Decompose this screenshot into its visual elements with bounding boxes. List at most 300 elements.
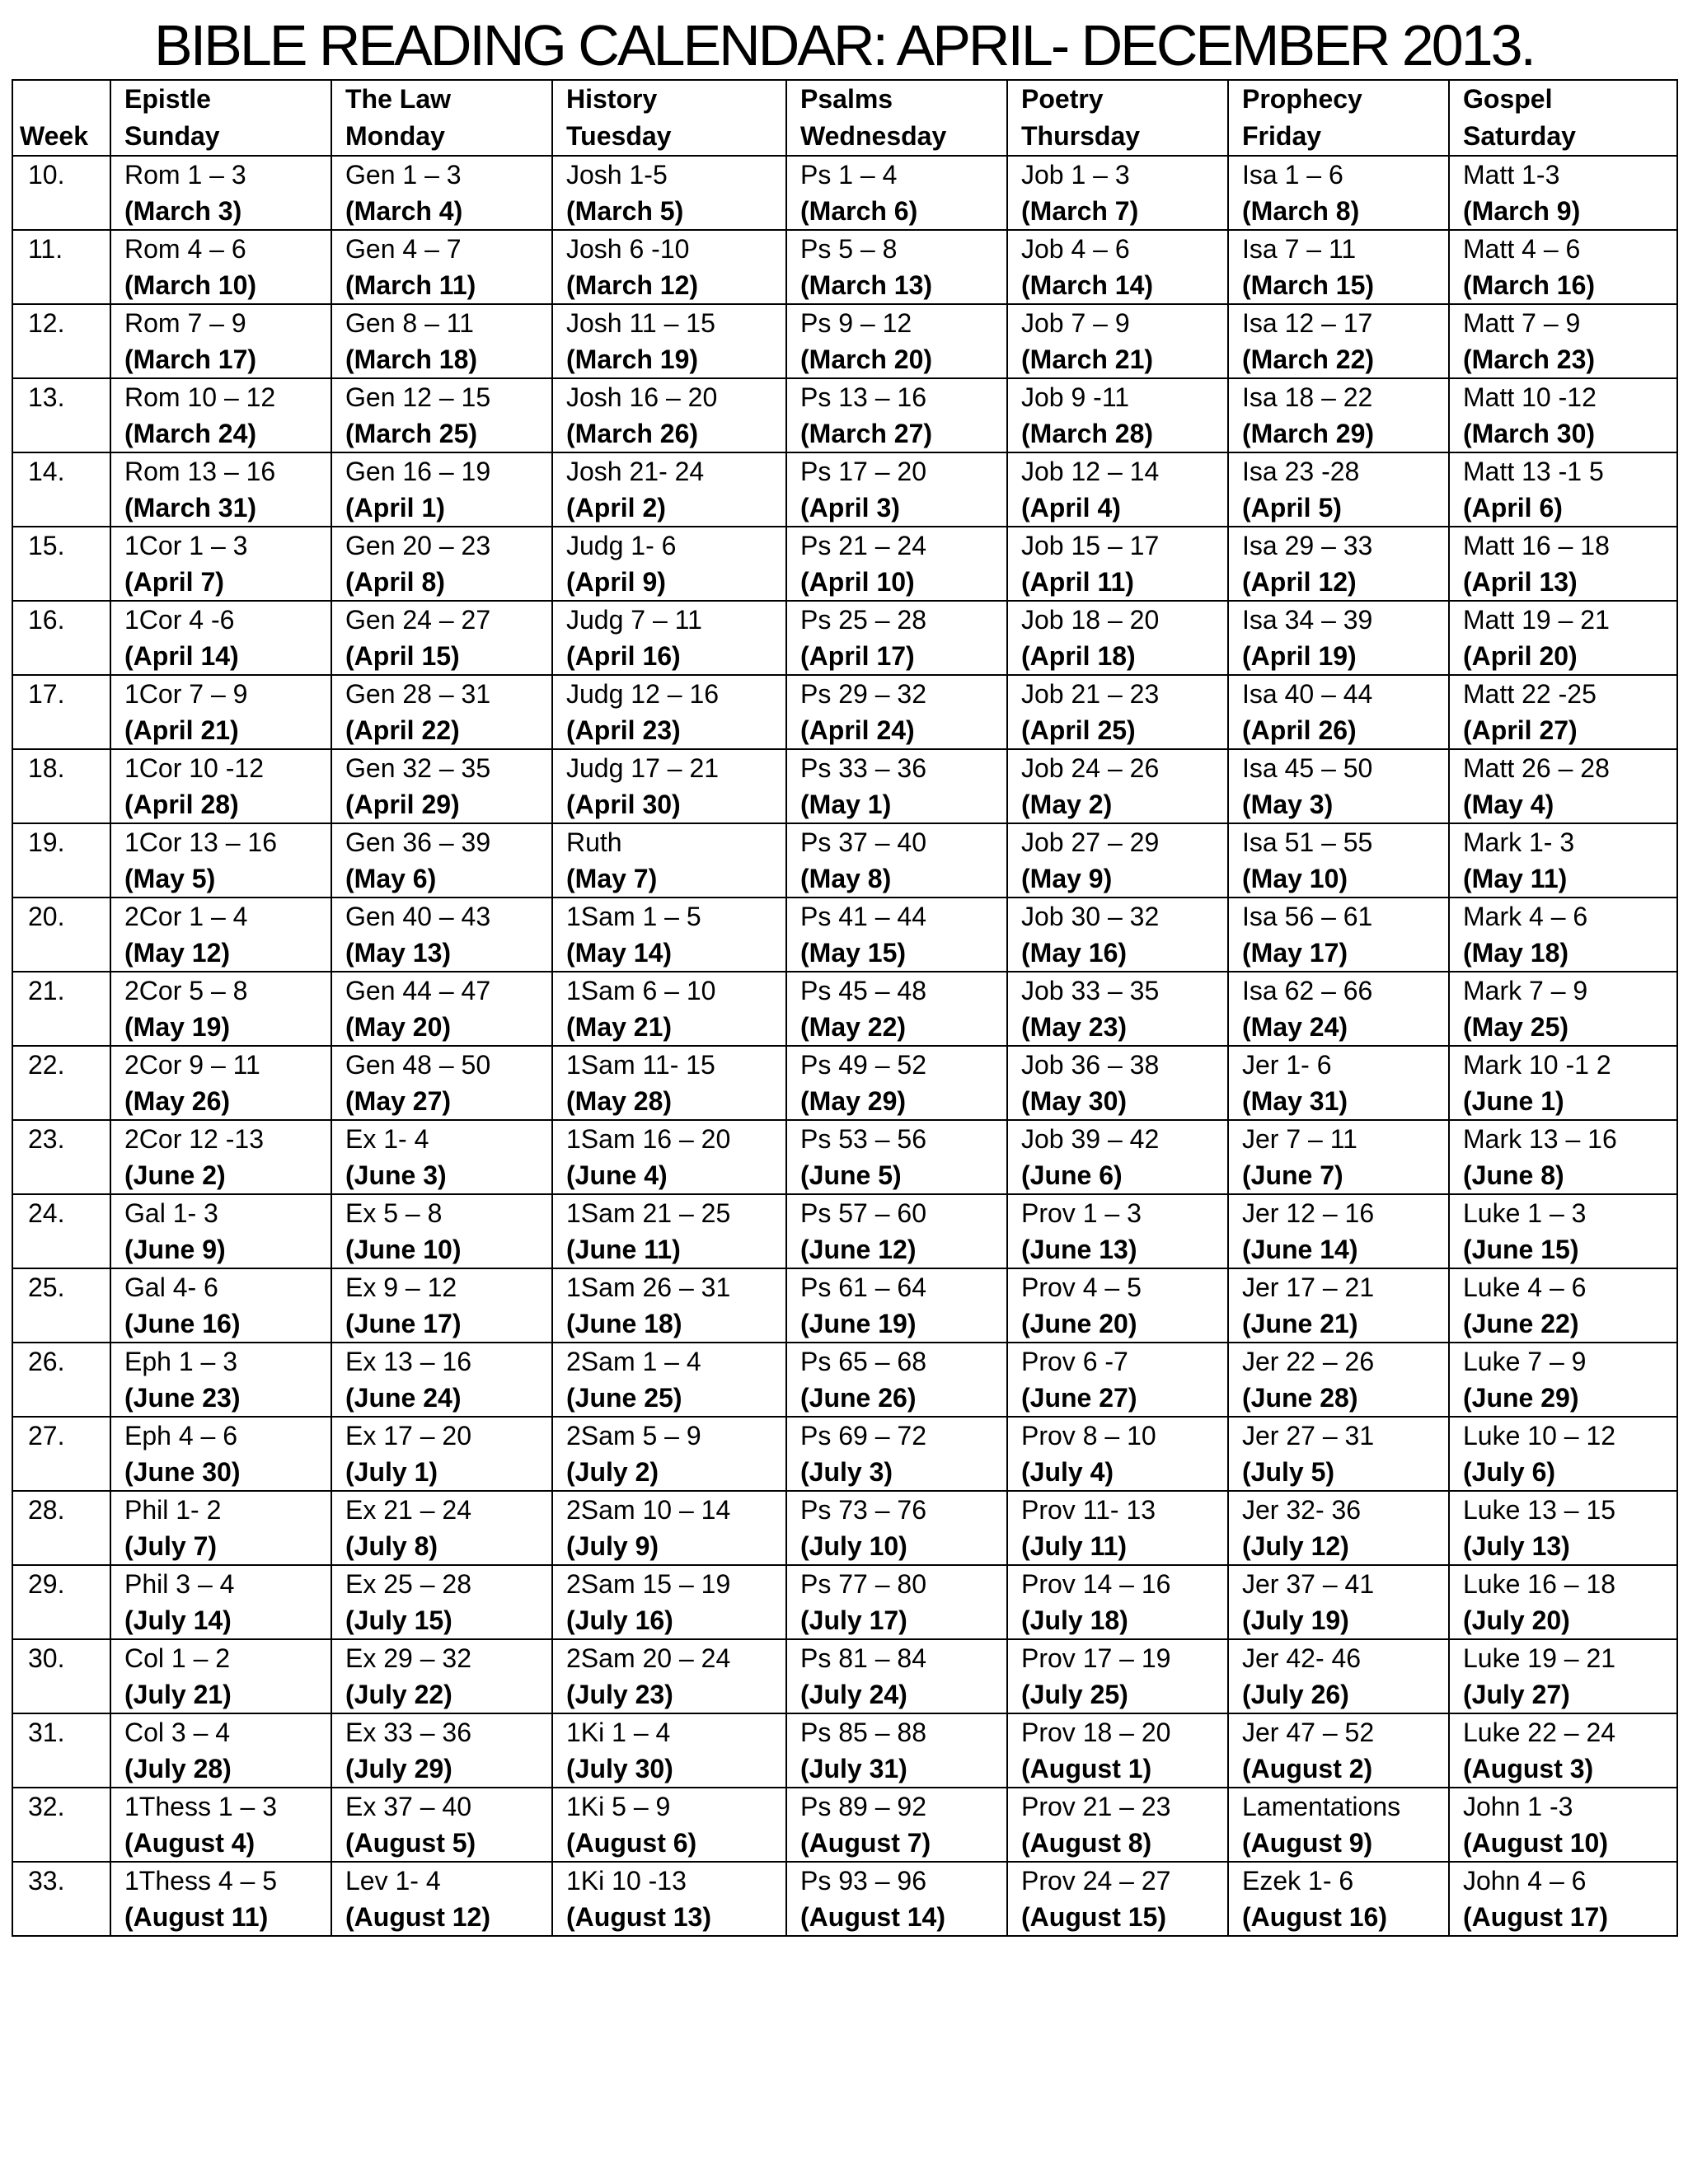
reading-passage: Isa 29 – 33 — [1242, 531, 1373, 560]
reading-passage: Ex 29 – 32 — [345, 1643, 471, 1673]
reading-passage: Gen 28 – 31 — [345, 679, 491, 709]
reading-passage: Luke 7 – 9 — [1463, 1347, 1587, 1376]
reading-passage: Gen 32 – 35 — [345, 753, 491, 783]
reading-date: (March 8) — [1242, 196, 1360, 226]
reading-passage: Mark 10 -1 2 — [1463, 1050, 1611, 1080]
day-header-tuesday: Tuesday — [552, 117, 786, 156]
reading-date: (July 1) — [345, 1457, 438, 1487]
reading-passage: Isa 51 – 55 — [1242, 827, 1373, 857]
reading-date: (June 23) — [124, 1383, 241, 1413]
reading-passage: Ps 29 – 32 — [800, 679, 926, 709]
reading-cell-wednesday — [786, 1120, 1007, 1194]
reading-cell-tuesday — [552, 1565, 786, 1639]
reading-date: (August 10) — [1463, 1828, 1608, 1858]
reading-passage: 1Sam 1 – 5 — [566, 902, 701, 931]
reading-date: (April 26) — [1242, 715, 1357, 745]
reading-passage: Jer 17 – 21 — [1242, 1272, 1375, 1302]
reading-cell-tuesday — [552, 1713, 786, 1788]
reading-date: (May 21) — [566, 1012, 673, 1042]
reading-cell-wednesday — [786, 823, 1007, 898]
reading-date: (July 16) — [566, 1605, 673, 1635]
reading-passage: Col 3 – 4 — [124, 1718, 231, 1747]
reading-passage: Matt 26 – 28 — [1463, 753, 1610, 783]
reading-date: (May 29) — [800, 1086, 907, 1116]
reading-cell-tuesday — [552, 1268, 786, 1343]
reading-cell-friday — [1228, 823, 1449, 898]
reading-passage: Josh 6 -10 — [566, 234, 690, 264]
reading-passage: Ps 13 – 16 — [800, 382, 926, 412]
reading-cell-sunday — [110, 1788, 331, 1862]
week-number-cell: 19. — [12, 823, 110, 898]
reading-cell-tuesday — [552, 1417, 786, 1491]
reading-passage: 2Sam 15 – 19 — [566, 1569, 731, 1599]
reading-cell-friday — [1228, 452, 1449, 527]
reading-passage: 2Sam 20 – 24 — [566, 1643, 731, 1673]
category-header-epistle: Epistle — [110, 80, 331, 117]
reading-cell-saturday — [1449, 452, 1677, 527]
reading-date: (June 2) — [124, 1160, 226, 1190]
category-header-psalms: Psalms — [786, 80, 1007, 117]
reading-date: (August 4) — [124, 1828, 256, 1858]
reading-date: (March 24) — [124, 419, 257, 448]
reading-passage: 1Ki 10 -13 — [566, 1866, 687, 1896]
reading-passage: John 4 – 6 — [1463, 1866, 1587, 1896]
reading-date: (March 10) — [124, 270, 257, 300]
reading-date: (May 23) — [1021, 1012, 1128, 1042]
reading-cell-sunday — [110, 1639, 331, 1713]
reading-passage: Luke 22 – 24 — [1463, 1718, 1616, 1747]
reading-passage: Isa 7 – 11 — [1242, 234, 1357, 264]
week-number-cell: 20. — [12, 898, 110, 972]
reading-cell-friday — [1228, 1343, 1449, 1417]
reading-cell-saturday — [1449, 1343, 1677, 1417]
reading-cell-thursday — [1007, 1268, 1228, 1343]
reading-date: (July 5) — [1242, 1457, 1335, 1487]
reading-cell-tuesday — [552, 823, 786, 898]
reading-date: (May 3) — [1242, 790, 1334, 819]
reading-cell-monday — [331, 156, 552, 230]
reading-cell-saturday — [1449, 601, 1677, 675]
reading-date: (April 4) — [1021, 493, 1121, 523]
reading-cell-wednesday — [786, 1417, 1007, 1491]
reading-date: (June 3) — [345, 1160, 447, 1190]
table-row — [12, 1120, 1677, 1194]
reading-cell-thursday — [1007, 230, 1228, 304]
reading-passage: Judg 12 – 16 — [566, 679, 720, 709]
reading-date: (April 30) — [566, 790, 681, 819]
reading-cell-wednesday — [786, 304, 1007, 378]
reading-cell-saturday — [1449, 230, 1677, 304]
reading-date: (April 3) — [800, 493, 900, 523]
reading-date: (June 9) — [124, 1235, 226, 1264]
table-row — [12, 1194, 1677, 1268]
reading-date: (July 15) — [345, 1605, 452, 1635]
reading-date: (June 22) — [1463, 1309, 1579, 1338]
reading-date: (May 30) — [1021, 1086, 1128, 1116]
reading-cell-saturday — [1449, 1046, 1677, 1120]
reading-cell-sunday — [110, 823, 331, 898]
reading-passage: 2Cor 9 – 11 — [124, 1050, 260, 1080]
reading-date: (August 7) — [800, 1828, 931, 1858]
reading-cell-thursday — [1007, 1194, 1228, 1268]
reading-cell-friday — [1228, 1268, 1449, 1343]
reading-cell-monday — [331, 230, 552, 304]
reading-passage: Ps 17 – 20 — [800, 457, 926, 486]
reading-date: (July 26) — [1242, 1680, 1349, 1709]
reading-cell-saturday — [1449, 675, 1677, 749]
week-number-cell: 33. — [12, 1862, 110, 1936]
reading-cell-saturday — [1449, 823, 1677, 898]
reading-passage: Luke 16 – 18 — [1463, 1569, 1616, 1599]
reading-date: (May 28) — [566, 1086, 673, 1116]
reading-cell-tuesday — [552, 601, 786, 675]
reading-passage: Prov 6 -7 — [1021, 1347, 1128, 1376]
reading-cell-sunday — [110, 1862, 331, 1936]
reading-cell-friday — [1228, 1713, 1449, 1788]
reading-passage: Prov 11- 13 — [1021, 1495, 1156, 1525]
reading-date: (August 1) — [1021, 1754, 1152, 1783]
reading-date: (May 16) — [1021, 938, 1128, 968]
reading-cell-thursday — [1007, 749, 1228, 823]
reading-cell-friday — [1228, 527, 1449, 601]
reading-passage: Jer 22 – 26 — [1242, 1347, 1375, 1376]
table-row — [12, 156, 1677, 230]
reading-cell-saturday — [1449, 527, 1677, 601]
reading-date: (July 31) — [800, 1754, 907, 1783]
reading-date: (April 13) — [1463, 567, 1578, 597]
reading-calendar-table — [12, 79, 1678, 1937]
reading-cell-thursday — [1007, 1713, 1228, 1788]
reading-date: (March 7) — [1021, 196, 1139, 226]
reading-date: (April 29) — [345, 790, 460, 819]
reading-passage: Luke 10 – 12 — [1463, 1421, 1616, 1451]
reading-date: (April 10) — [800, 567, 915, 597]
reading-date: (March 16) — [1463, 270, 1596, 300]
week-number-cell: 18. — [12, 749, 110, 823]
reading-cell-sunday — [110, 1194, 331, 1268]
reading-date: (June 8) — [1463, 1160, 1564, 1190]
reading-date: (March 25) — [345, 419, 478, 448]
reading-passage: Mark 7 – 9 — [1463, 976, 1588, 1005]
reading-date: (May 20) — [345, 1012, 452, 1042]
reading-passage: Ex 25 – 28 — [345, 1569, 471, 1599]
reading-cell-sunday — [110, 601, 331, 675]
reading-date: (May 4) — [1463, 790, 1554, 819]
day-header-saturday: Saturday — [1449, 117, 1677, 156]
reading-cell-monday — [331, 1639, 552, 1713]
reading-date: (June 6) — [1021, 1160, 1123, 1190]
reading-date: (June 25) — [566, 1383, 682, 1413]
reading-cell-saturday — [1449, 1862, 1677, 1936]
reading-date: (March 29) — [1242, 419, 1375, 448]
reading-passage: Josh 21- 24 — [566, 457, 705, 486]
reading-date: (April 5) — [1242, 493, 1342, 523]
reading-cell-sunday — [110, 1046, 331, 1120]
reading-cell-tuesday — [552, 1639, 786, 1713]
reading-passage: Gen 36 – 39 — [345, 827, 491, 857]
reading-date: (March 30) — [1463, 419, 1596, 448]
reading-date: (June 27) — [1021, 1383, 1137, 1413]
reading-cell-thursday — [1007, 304, 1228, 378]
reading-cell-wednesday — [786, 1194, 1007, 1268]
reading-date: (May 9) — [1021, 864, 1113, 893]
week-column-header: Week — [12, 117, 110, 156]
category-header-week — [12, 80, 110, 117]
reading-date: (August 15) — [1021, 1902, 1166, 1932]
reading-date: (July 21) — [124, 1680, 232, 1709]
reading-date: (May 10) — [1242, 864, 1348, 893]
table-row — [12, 1417, 1677, 1491]
reading-cell-tuesday — [552, 1862, 786, 1936]
reading-cell-wednesday — [786, 675, 1007, 749]
reading-date: (March 19) — [566, 344, 699, 374]
table-row — [12, 452, 1677, 527]
reading-date: (April 15) — [345, 641, 460, 671]
reading-passage: Jer 7 – 11 — [1242, 1124, 1357, 1154]
reading-cell-wednesday — [786, 452, 1007, 527]
reading-date: (July 27) — [1463, 1680, 1570, 1709]
table-row — [12, 1862, 1677, 1936]
reading-date: (March 6) — [800, 196, 918, 226]
reading-cell-wednesday — [786, 898, 1007, 972]
reading-passage: Isa 23 -28 — [1242, 457, 1360, 486]
reading-date: (August 12) — [345, 1902, 490, 1932]
reading-passage: Ps 61 – 64 — [800, 1272, 926, 1302]
reading-passage: 2Cor 1 – 4 — [124, 902, 248, 931]
reading-cell-saturday — [1449, 1491, 1677, 1565]
reading-passage: Matt 7 – 9 — [1463, 308, 1581, 338]
reading-passage: Lev 1- 4 — [345, 1866, 441, 1896]
day-header-row — [12, 117, 1677, 156]
reading-cell-saturday — [1449, 1417, 1677, 1491]
reading-cell-sunday — [110, 1417, 331, 1491]
reading-date: (April 24) — [800, 715, 915, 745]
reading-date: (August 13) — [566, 1902, 711, 1932]
reading-passage: Isa 56 – 61 — [1242, 902, 1373, 931]
reading-date: (June 30) — [124, 1457, 241, 1487]
reading-cell-wednesday — [786, 1268, 1007, 1343]
category-header-law: The Law — [331, 80, 552, 117]
reading-cell-tuesday — [552, 378, 786, 452]
week-number-cell: 30. — [12, 1639, 110, 1713]
reading-passage: Ps 21 – 24 — [800, 531, 926, 560]
reading-cell-friday — [1228, 230, 1449, 304]
reading-cell-friday — [1228, 601, 1449, 675]
reading-passage: Matt 19 – 21 — [1463, 605, 1610, 635]
category-header-row — [12, 80, 1677, 117]
reading-passage: Job 30 – 32 — [1021, 902, 1160, 931]
reading-passage: Judg 17 – 21 — [566, 753, 720, 783]
reading-date: (April 14) — [124, 641, 239, 671]
reading-passage: 1Cor 10 -12 — [124, 753, 264, 783]
reading-passage: Gen 4 – 7 — [345, 234, 462, 264]
reading-cell-saturday — [1449, 1565, 1677, 1639]
reading-date: (April 23) — [566, 715, 681, 745]
reading-date: (May 27) — [345, 1086, 452, 1116]
reading-date: (May 15) — [800, 938, 907, 968]
reading-passage: Judg 1- 6 — [566, 531, 677, 560]
reading-cell-sunday — [110, 304, 331, 378]
reading-passage: Mark 13 – 16 — [1463, 1124, 1617, 1154]
reading-passage: Ps 49 – 52 — [800, 1050, 926, 1080]
reading-cell-tuesday — [552, 452, 786, 527]
reading-cell-monday — [331, 972, 552, 1046]
reading-passage: Gal 4- 6 — [124, 1272, 218, 1302]
reading-cell-saturday — [1449, 1268, 1677, 1343]
reading-date: (April 12) — [1242, 567, 1357, 597]
reading-date: (May 2) — [1021, 790, 1113, 819]
reading-passage: Gen 40 – 43 — [345, 902, 491, 931]
reading-passage: Phil 1- 2 — [124, 1495, 222, 1525]
day-header-friday: Friday — [1228, 117, 1449, 156]
reading-date: (June 18) — [566, 1309, 682, 1338]
reading-passage: Gen 24 – 27 — [345, 605, 491, 635]
reading-passage: Ex 37 – 40 — [345, 1792, 471, 1821]
reading-passage: Ex 17 – 20 — [345, 1421, 471, 1451]
reading-passage: Rom 10 – 12 — [124, 382, 276, 412]
week-number-cell: 32. — [12, 1788, 110, 1862]
reading-passage: Prov 21 – 23 — [1021, 1792, 1171, 1821]
table-row — [12, 675, 1677, 749]
category-header-history: History — [552, 80, 786, 117]
reading-date: (May 1) — [800, 790, 892, 819]
reading-date: (March 3) — [124, 196, 242, 226]
reading-passage: John 1 -3 — [1463, 1792, 1573, 1821]
reading-cell-saturday — [1449, 156, 1677, 230]
reading-date: (July 13) — [1463, 1531, 1570, 1561]
reading-cell-thursday — [1007, 601, 1228, 675]
reading-passage: Gen 12 – 15 — [345, 382, 491, 412]
reading-passage: Ps 9 – 12 — [800, 308, 912, 338]
reading-cell-thursday — [1007, 898, 1228, 972]
reading-date: (July 4) — [1021, 1457, 1114, 1487]
reading-passage: Gen 48 – 50 — [345, 1050, 491, 1080]
reading-date: (March 21) — [1021, 344, 1154, 374]
reading-cell-thursday — [1007, 675, 1228, 749]
reading-passage: Gal 1- 3 — [124, 1198, 218, 1228]
reading-cell-friday — [1228, 749, 1449, 823]
reading-passage: Matt 13 -1 5 — [1463, 457, 1604, 486]
reading-date: (July 18) — [1021, 1605, 1128, 1635]
week-number-cell: 22. — [12, 1046, 110, 1120]
reading-cell-wednesday — [786, 1343, 1007, 1417]
reading-passage: Matt 16 – 18 — [1463, 531, 1610, 560]
reading-cell-wednesday — [786, 1862, 1007, 1936]
reading-passage: Matt 1-3 — [1463, 160, 1560, 190]
reading-cell-monday — [331, 1268, 552, 1343]
week-number-cell: 12. — [12, 304, 110, 378]
reading-passage: Ex 5 – 8 — [345, 1198, 443, 1228]
reading-passage: Prov 17 – 19 — [1021, 1643, 1171, 1673]
reading-cell-thursday — [1007, 378, 1228, 452]
reading-date: (August 11) — [124, 1902, 269, 1932]
week-number-cell: 25. — [12, 1268, 110, 1343]
reading-passage: 2Sam 10 – 14 — [566, 1495, 731, 1525]
reading-date: (May 26) — [124, 1086, 231, 1116]
reading-date: (August 9) — [1242, 1828, 1373, 1858]
table-row — [12, 304, 1677, 378]
reading-passage: Isa 12 – 17 — [1242, 308, 1373, 338]
reading-date: (July 29) — [345, 1754, 452, 1783]
reading-cell-friday — [1228, 1565, 1449, 1639]
reading-date: (July 9) — [566, 1531, 659, 1561]
reading-cell-monday — [331, 1491, 552, 1565]
reading-passage: Job 18 – 20 — [1021, 605, 1160, 635]
reading-date: (June 19) — [800, 1309, 917, 1338]
reading-date: (June 26) — [800, 1383, 917, 1413]
reading-cell-monday — [331, 1788, 552, 1862]
week-number-cell: 24. — [12, 1194, 110, 1268]
week-number-cell: 28. — [12, 1491, 110, 1565]
reading-passage: 1Cor 7 – 9 — [124, 679, 248, 709]
reading-date: (March 14) — [1021, 270, 1154, 300]
reading-passage: 1Sam 26 – 31 — [566, 1272, 731, 1302]
reading-passage: 2Cor 12 -13 — [124, 1124, 264, 1154]
reading-date: (July 28) — [124, 1754, 232, 1783]
reading-date: (June 24) — [345, 1383, 462, 1413]
reading-passage: Ps 57 – 60 — [800, 1198, 926, 1228]
reading-cell-tuesday — [552, 1788, 786, 1862]
reading-cell-saturday — [1449, 898, 1677, 972]
reading-passage: Rom 7 – 9 — [124, 308, 246, 338]
reading-passage: Jer 32- 36 — [1242, 1495, 1362, 1525]
reading-cell-monday — [331, 1713, 552, 1788]
reading-passage: Job 7 – 9 — [1021, 308, 1130, 338]
reading-date: (May 7) — [566, 864, 658, 893]
reading-cell-friday — [1228, 1491, 1449, 1565]
reading-cell-friday — [1228, 378, 1449, 452]
reading-passage: 2Sam 1 – 4 — [566, 1347, 701, 1376]
reading-date: (August 3) — [1463, 1754, 1594, 1783]
reading-passage: Isa 34 – 39 — [1242, 605, 1373, 635]
reading-date: (March 13) — [800, 270, 933, 300]
reading-passage: Job 4 – 6 — [1021, 234, 1130, 264]
reading-date: (June 28) — [1242, 1383, 1358, 1413]
reading-cell-sunday — [110, 527, 331, 601]
reading-cell-wednesday — [786, 1788, 1007, 1862]
reading-cell-wednesday — [786, 972, 1007, 1046]
reading-date: (April 6) — [1463, 493, 1563, 523]
category-header-prophecy: Prophecy — [1228, 80, 1449, 117]
reading-passage: Mark 1- 3 — [1463, 827, 1575, 857]
reading-cell-tuesday — [552, 230, 786, 304]
reading-passage: Prov 1 – 3 — [1021, 1198, 1142, 1228]
table-row — [12, 1343, 1677, 1417]
reading-passage: Job 9 -11 — [1021, 382, 1130, 412]
reading-cell-monday — [331, 304, 552, 378]
reading-cell-friday — [1228, 1417, 1449, 1491]
table-row — [12, 1639, 1677, 1713]
reading-cell-tuesday — [552, 527, 786, 601]
reading-passage: Ex 1- 4 — [345, 1124, 429, 1154]
reading-passage: 1Ki 5 – 9 — [566, 1792, 671, 1821]
reading-cell-wednesday — [786, 1491, 1007, 1565]
reading-cell-tuesday — [552, 972, 786, 1046]
week-number-cell: 15. — [12, 527, 110, 601]
reading-passage: Judg 7 – 11 — [566, 605, 702, 635]
reading-date: (June 12) — [800, 1235, 917, 1264]
table-row — [12, 1046, 1677, 1120]
reading-passage: 1Sam 11- 15 — [566, 1050, 715, 1080]
reading-passage: Prov 4 – 5 — [1021, 1272, 1142, 1302]
reading-passage: Job 15 – 17 — [1021, 531, 1160, 560]
reading-passage: Jer 42- 46 — [1242, 1643, 1362, 1673]
reading-date: (August 2) — [1242, 1754, 1373, 1783]
reading-date: (June 10) — [345, 1235, 462, 1264]
reading-cell-wednesday — [786, 1565, 1007, 1639]
week-number-cell: 27. — [12, 1417, 110, 1491]
reading-date: (April 9) — [566, 567, 666, 597]
